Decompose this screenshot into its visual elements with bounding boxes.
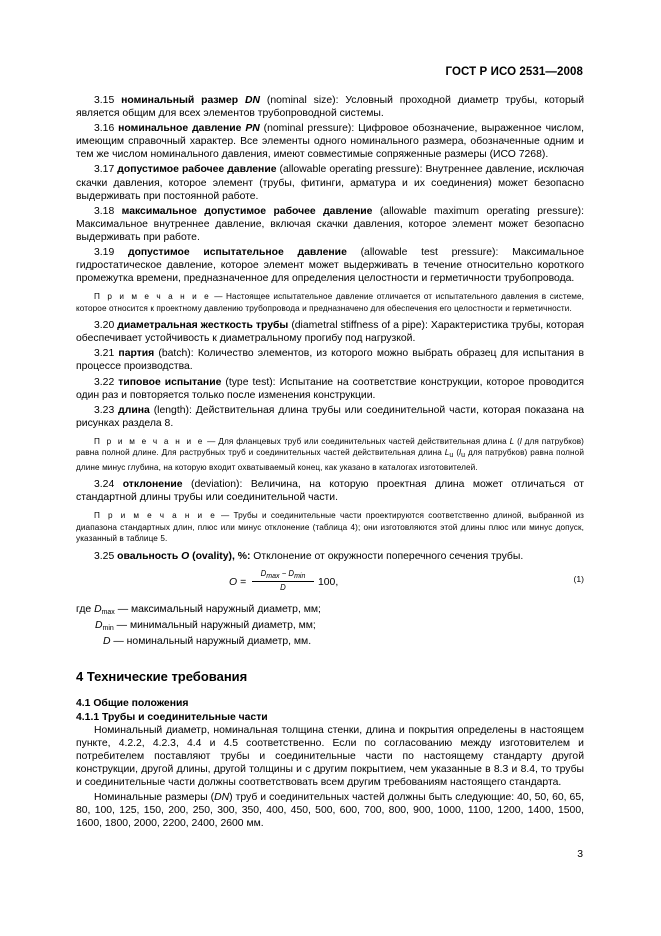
note-test-pressure: П р и м е ч а н и е — Настоящее испытательное давление отличается от испытательного давления в системе, которое относится к проектному давлению трубопровода и предназначено для обеспечения его целостности и герметичности. [76, 292, 584, 313]
formula-numerator: $D_{max} - D_{min}$ [252, 569, 314, 582]
term-3-20: 3.20 диаметральная жесткость трубы (diametral stiffness of a pipe): Характеристика трубы, которая обеспечивает устойчивость к диаметральному прогибу под нагрузкой. [76, 320, 584, 345]
legend-row-dmin: $D_{min}$ — минимальный наружный диаметр, мм; [95, 619, 316, 632]
formula-lhs: O = [229, 576, 247, 588]
term-3-22: 3.22 типовое испытание (type test): Испытание на соответствие конструкции, которое проводится один раз и повторяется только после изменения конструкции. [76, 376, 584, 401]
formula-legend [76, 603, 584, 648]
equation-number: (1) [573, 573, 584, 584]
formula-fraction [252, 569, 314, 592]
note-deviation: П р и м е ч а н и е — Трубы и соединительные части проектируются соответственно длиной, выбранной из диапазона стандартных длин, плюс или минус отклонение (таблица 4); они изготовляются этой длины плюс или минус допуск, указанный в таблице 5. [76, 511, 584, 544]
section-4-heading: 4 Технические требования [76, 668, 248, 684]
term-3-16: 3.16 номинальное давление PN (nominal pressure): Цифровое обозначение, выраженное числом, имеющим справочный характер. Все элементы одного номинального размера, обозначенные одним и тем же числом номинального давления, имеют совместимые сопряженные размеры (ИСО 7268). [76, 123, 584, 161]
term-3-21: 3.21 партия (batch): Количество элементов, из которого можно выбрать образец для испытания в процессе производства. [76, 348, 584, 373]
legend-row-d: D — номинальный наружный диаметр, мм. [103, 635, 312, 647]
term-3-19: 3.19 допустимое испытательное давление (allowable test pressure): Максимальное гидростатическое давление, которое элемент может выдерживать в течение относительно короткого промежутка времени, предназначенное для определения целостности и герметичности трубопровода. [76, 247, 584, 285]
term-3-17: 3.17 допустимое рабочее давление (allowable operating pressure): Внутреннее давление, исключая скачки давления, которое элемент (трубы, фитинги, арматура и их соединения) может безопасно выдерживать при постоянной работе. [76, 164, 585, 202]
document-header: ГОСТ Р ИСО 2531—2008 [445, 66, 583, 78]
subsection-4-1-1-heading: 4.1.1 Трубы и соединительные части [76, 711, 268, 723]
formula-rest: 100, [318, 576, 339, 588]
term-3-15: 3.15 номинальный размер DN (nominal size): Условный проходной диаметр трубы, который является общим для всех элементов трубопроводной системы. [76, 95, 585, 120]
paragraph-nominal-sizes: Номинальные размеры (DN) труб и соединительных частей должны быть следующие: 40, 50, 60, 65, 80, 100, 125, 150, 200, 250, 300, 350, 400, 450, 500, 600, 700, 800, 900, 1000, 1100, 1200, 1400, 1500, 1600, 1800, 2000, 2200, 2400, 2600 мм. [76, 792, 584, 830]
paragraph-pipes-fittings: Номинальный диаметр, номинальная толщина стенки, длина и покрытия определены в настоящем пункте, 4.2.2, 4.2.3, 4.4 и 4.5 соответственно. Если по согласованию между изготовителем и потребителем поставляют трубы и соединительные части по настоящему стандарту другой конструкции, другой длины, другой толщины и с другим покрытием, чем указанные в 8.3 и 8.4, то трубы и соединительные части должны соответствовать всем другим требованиям настоящего стандарта. [76, 724, 584, 788]
ovality-formula [76, 569, 584, 599]
document-body [76, 94, 584, 830]
term-3-25: 3.25 овальность O (ovality), %: Отклонение от окружности поперечного сечения трубы. [94, 550, 524, 562]
subsection-4-1-heading: 4.1 Общие положения [76, 697, 189, 709]
term-3-24: 3.24 отклонение (deviation): Величина, на которую проектная длина может отличаться от стандартной длины трубы или соединительной части. [76, 479, 584, 504]
term-3-18: 3.18 максимальное допустимое рабочее давление (allowable maximum operating pressure): Максимальное внутреннее давление, включая скачки давления, которое элемент может безопасно выдерживать при работе. [76, 205, 584, 243]
page-number: 3 [577, 849, 583, 860]
formula-denominator: D [280, 582, 286, 592]
term-3-23: 3.23 длина (length): Действительная длина трубы или соединительной части, которая показана на рисунках раздела 8. [76, 404, 584, 429]
note-length: П р и м е ч а н и е — Для фланцевых труб или соединительных частей действительная длина L (l для патрубков) равна полной длине. Для раструбных труб и соединительных частей действительная длина $L_u$ ($l_u$ для патрубков) равна полной длине минус глубина, на которую входит охватываемый конец, как указано в каталогах изготовителей. [76, 436, 584, 472]
legend-row-dmax: где $D_{max}$ — максимальный наружный диаметр, мм; [76, 603, 321, 616]
